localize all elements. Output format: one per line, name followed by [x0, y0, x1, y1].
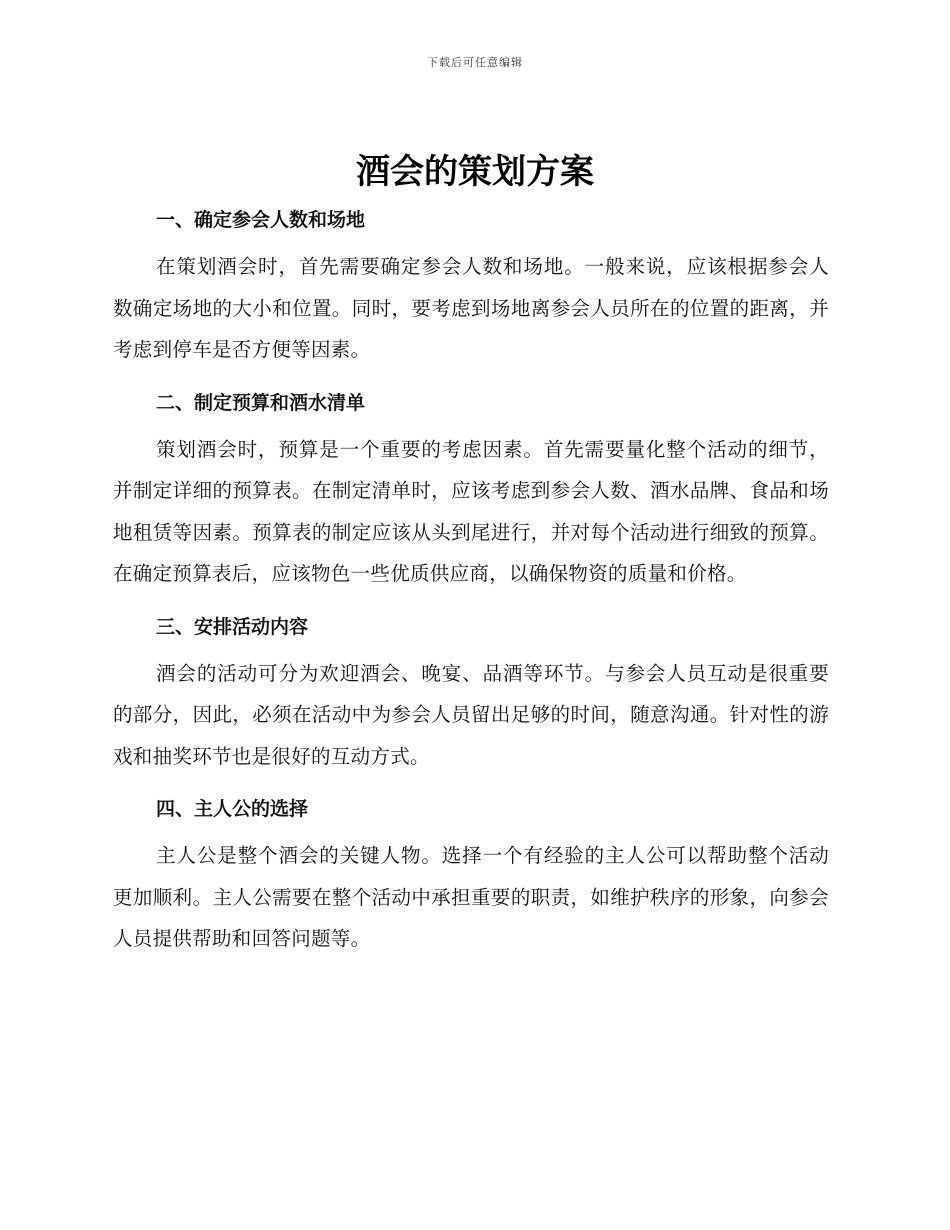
section-heading: 三、安排活动内容	[156, 615, 309, 638]
document-title: 酒会的策划方案	[356, 152, 594, 192]
document-body	[113, 202, 829, 974]
section-1	[113, 202, 829, 371]
section-2	[113, 385, 829, 595]
section-paragraph: 策划酒会时，预算是一个重要的考虑因素。首先需要量化整个活动的细节，并制定详细的预算表。在制定清单时，应该考虑到参会人数、酒水品牌、食品和场地租赁等因素。预算表的制定应该从头到尾进行，并对每个活动进行细致的预算。在确定预算表后，应该物色一些优质供应商，以确保物资的质量和价格。	[113, 437, 829, 585]
section-heading: 四、主人公的选择	[156, 798, 309, 820]
section-paragraph: 主人公是整个酒会的关键人物。选择一个有经验的主人公可以帮助整个活动更加顺利。主人公需要在整个活动中承担重要的职责，如维护秩序的形象，向参会人员提供帮助和回答问题等。	[113, 844, 829, 950]
section-heading: 二、制定预算和酒水清单	[156, 391, 366, 414]
section-3	[113, 609, 829, 778]
section-paragraph: 在策划酒会时，首先需要确定参会人数和场地。一般来说，应该根据参会人数确定场地的大小和位置。同时，要考虑到场地离参会人员所在的位置的距离，并考虑到停车是否方便等因素。	[113, 255, 829, 361]
section-paragraph: 酒会的活动可分为欢迎酒会、晚宴、品酒等环节。与参会人员互动是很重要的部分，因此，必须在活动中为参会人员留出足够的时间，随意沟通。针对性的游戏和抽奖环节也是很好的互动方式。	[113, 661, 829, 768]
section-heading: 一、确定参会人数和场地	[156, 209, 366, 231]
page-header-note: 下载后可任意编辑	[427, 56, 523, 69]
section-4	[113, 791, 829, 960]
